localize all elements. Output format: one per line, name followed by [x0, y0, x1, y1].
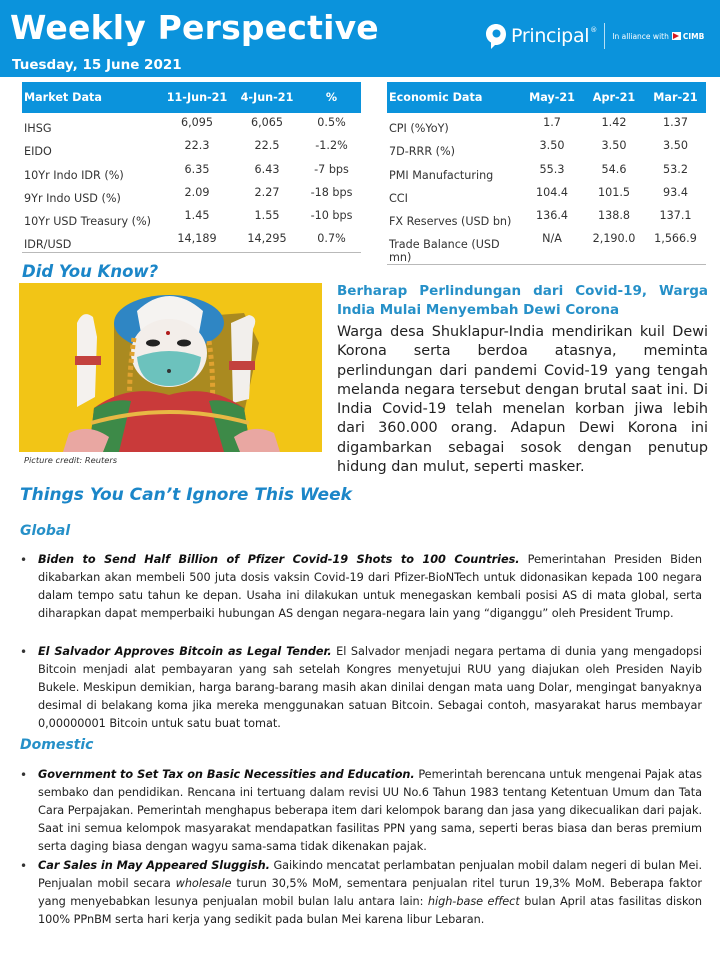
- dewi-corona-photo: [19, 283, 322, 452]
- row-label: FX Reserves (USD bn): [389, 215, 512, 229]
- table-header-row: [387, 82, 706, 113]
- table-cell: 3.50: [601, 139, 627, 153]
- column-header: 4-Jun-21: [232, 82, 302, 113]
- market-data-table: [22, 82, 361, 253]
- table-cell: 1.45: [184, 209, 210, 223]
- table-cell: 53.2: [663, 162, 688, 176]
- table-cell: 6.35: [184, 162, 210, 176]
- table-row: [387, 183, 706, 206]
- table-cell: 54.6: [601, 162, 627, 176]
- row-label: IHSG: [24, 122, 52, 135]
- list-item-emphasis: wholesale: [175, 877, 232, 891]
- bullet-icon: •: [20, 768, 28, 782]
- domestic-heading: Domestic: [20, 737, 94, 753]
- column-header: %: [302, 82, 361, 113]
- table-cell: 3.50: [663, 139, 688, 153]
- alliance-text: In alliance with: [612, 31, 669, 41]
- list-item-text: [38, 551, 702, 623]
- row-label: CCI: [389, 191, 408, 205]
- list-item-body: El Salvador menjadi negara pertama di dunia yang mengadopsi Bitcoin menjadi alat pembayaran yang sah setelah Kongres menyetujui RUU yang diajukan oleh Presiden Nayib Bukele. Meskipun demikian, harga barang-barang masih akan dinilai dengan mata uang Dolar, mengingat banyaknya desimal di belakang koma jika mereka menggunakan satuan Bitcoin. Sebagai contoh, masyarakat harus membayar 0,00000001 Bitcoin untuk satu buat tomat.: [38, 645, 702, 731]
- list-item: [20, 857, 702, 929]
- table-cell: 2.27: [254, 185, 280, 199]
- column-header: Economic Data: [387, 82, 521, 113]
- table-cell: -18 bps: [310, 185, 353, 199]
- column-header: 11-Jun-21: [162, 82, 232, 113]
- list-item-body: bulan April atas fasilitas diskon 100% PPnBM serta hari kerja yang sedikit pada bulan Mei karena libur Lebaran.: [38, 895, 703, 927]
- table-cell: 6,095: [180, 116, 214, 129]
- table-cell: 136.4: [535, 209, 569, 223]
- bullet-icon: •: [20, 859, 28, 873]
- list-item-body: Pemerintah berencana untuk mengenai Pajak atas sembako dan pendidikan. Rencana ini tertuang dalam revisi UU No.6 Tahun 1983 tentang Ketentuan Umum dan Tata Cara Perpajakan. Pemerintah menghapus beberapa item dari kelompok barang dan jasa yang dikecualikan dari pajak. Saat ini semua kelompok masyarakat mendapatkan fasilitas PPN yang sama, seperti beras biasa dan beras premium serta daging biasa dengan wagyu sama-sama tidak dikenakan pajak.: [38, 768, 702, 854]
- list-item-lead: Government to Set Tax on Basic Necessities and Education.: [38, 768, 415, 781]
- table-cell: 2,190.0: [583, 229, 645, 265]
- table-row: [22, 229, 361, 252]
- list-item: [20, 643, 702, 733]
- table-row: [22, 160, 361, 183]
- story-title: Berharap Perlindungan dari Covid-19, Warga India Mulai Menyembah Dewi Corona: [337, 283, 708, 318]
- bullet-icon: •: [20, 553, 28, 567]
- row-label: Trade Balance (USD mn): [387, 229, 521, 265]
- brand-name: Principal: [511, 25, 590, 47]
- table-row: [387, 229, 706, 265]
- registered-mark: ®: [590, 26, 598, 34]
- table-cell: 0.5%: [317, 116, 346, 129]
- row-label: 7D-RRR (%): [389, 145, 456, 159]
- table-cell: 137.1: [659, 209, 692, 223]
- list-item-lead: Car Sales in May Appeared Sluggish.: [38, 859, 270, 872]
- picture-credit: Picture credit: Reuters: [24, 455, 118, 465]
- list-item-emphasis: high-base effect: [427, 895, 520, 909]
- table-cell: -7 bps: [314, 162, 349, 176]
- table-header-row: [22, 82, 361, 113]
- list-item-text: [38, 643, 702, 733]
- did-you-know-heading: Did You Know?: [22, 262, 159, 281]
- statue-illustration: [19, 283, 322, 452]
- table-cell: 1.42: [601, 116, 627, 129]
- table-cell: -10 bps: [310, 209, 353, 223]
- publication-date: Tuesday, 15 June 2021: [12, 57, 182, 73]
- table-cell: 22.5: [254, 139, 280, 153]
- column-header: May-21: [521, 82, 583, 113]
- column-header: Apr-21: [583, 82, 645, 113]
- table-cell: -1.2%: [315, 139, 348, 153]
- global-heading: Global: [20, 523, 71, 539]
- story-body: Warga desa Shuklapur-India mendirikan kuil Dewi Korona serta berdoa atasnya, meminta perlindungan dari pandemi Covid-19 yang tengah melanda negara tersebut dengan brutal saat ini. Di India Covid-19 telah menelan korban jiwa lebih dari 360.000 orang. Adapun Dewi Korona ini digambarkan sebagai sosok dengan penutup hidung dan mulut, seperti masker.: [337, 324, 708, 476]
- column-header: Mar-21: [645, 82, 706, 113]
- list-item-text: [38, 857, 702, 929]
- table-row: [387, 136, 706, 159]
- page-title: Weekly Perspective: [10, 8, 379, 47]
- table-cell: 1.37: [663, 116, 688, 129]
- table-cell: 14,189: [162, 229, 232, 252]
- table-cell: 14,295: [232, 229, 302, 252]
- row-label: 10Yr USD Treasury (%): [24, 215, 152, 229]
- list-item-body: Pemerintahan Presiden Biden dikabarkan akan membeli 500 juta dosis vaksin Covid-19 dari Pfizer-BioNTech untuk didonasikan kepada 100 negara dalam tempo satu tahun ke depan. Usaha ini dilakukan untuk menegaskan kembali posisi AS di mata global, serta diharapkan dapat memperbaiki hubungan AS dengan negara-negara lain yang “diganggu” oleh President Trump.: [38, 553, 702, 621]
- row-label: 9Yr Indo USD (%): [24, 191, 121, 205]
- row-label: PMI Manufacturing: [389, 168, 494, 182]
- table-cell: 1.55: [254, 209, 280, 223]
- table-cell: 93.4: [663, 185, 688, 199]
- header-banner: [0, 0, 720, 77]
- list-item-text: [38, 766, 702, 856]
- table-cell: 1,566.9: [645, 229, 706, 265]
- table-cell: 2.09: [184, 185, 210, 199]
- row-label: IDR/USD: [22, 229, 162, 252]
- column-header: Market Data: [22, 82, 162, 113]
- table-row: [22, 113, 361, 136]
- economic-data-table: [387, 82, 706, 265]
- table-cell: 22.3: [184, 139, 210, 153]
- row-label: EIDO: [24, 145, 52, 159]
- table-cell: 3.50: [539, 139, 565, 153]
- row-label: CPI (%YoY): [389, 122, 449, 135]
- table-cell: 101.5: [597, 185, 631, 199]
- table-cell: 55.3: [539, 162, 565, 176]
- bullet-icon: •: [20, 645, 28, 659]
- principal-logo: [485, 20, 704, 52]
- table-cell: 138.8: [597, 209, 631, 223]
- table-cell: 6.43: [254, 162, 280, 176]
- table-row: [22, 206, 361, 229]
- cimb-logo-icon: [672, 32, 681, 40]
- table-row: [22, 183, 361, 206]
- logo-divider: [604, 23, 605, 49]
- list-item: [20, 551, 702, 623]
- list-item-body: turun 30,5% MoM, sementara penjualan ritel turun 19,3% MoM. Beberapa faktor yang menyebabkan lesunya penjualan mobil bulan lalu antara lain:: [38, 877, 702, 909]
- list-item-lead: El Salvador Approves Bitcoin as Legal Tender.: [38, 645, 332, 658]
- table-row: [387, 206, 706, 229]
- table-cell: N/A: [521, 229, 583, 265]
- table-cell: 0.7%: [302, 229, 361, 252]
- list-item: [20, 766, 702, 856]
- table-row: [387, 160, 706, 183]
- table-row: [22, 136, 361, 159]
- table-row: [387, 113, 706, 136]
- list-item-lead: Biden to Send Half Billion of Pfizer Covid-19 Shots to 100 Countries.: [38, 553, 520, 566]
- partner-name: CIMB: [682, 31, 705, 41]
- things-section-heading: Things You Can’t Ignore This Week: [20, 485, 352, 505]
- row-label: 10Yr Indo IDR (%): [24, 168, 124, 182]
- table-cell: 104.4: [535, 185, 569, 199]
- table-cell: 1.7: [543, 116, 561, 129]
- list-item-body: Gaikindo mencatat perlambatan penjualan mobil dalam negeri di bulan Mei. Penjualan mobil secara: [38, 859, 702, 891]
- table-cell: 6,065: [250, 116, 284, 129]
- principal-logo-icon: [485, 23, 507, 50]
